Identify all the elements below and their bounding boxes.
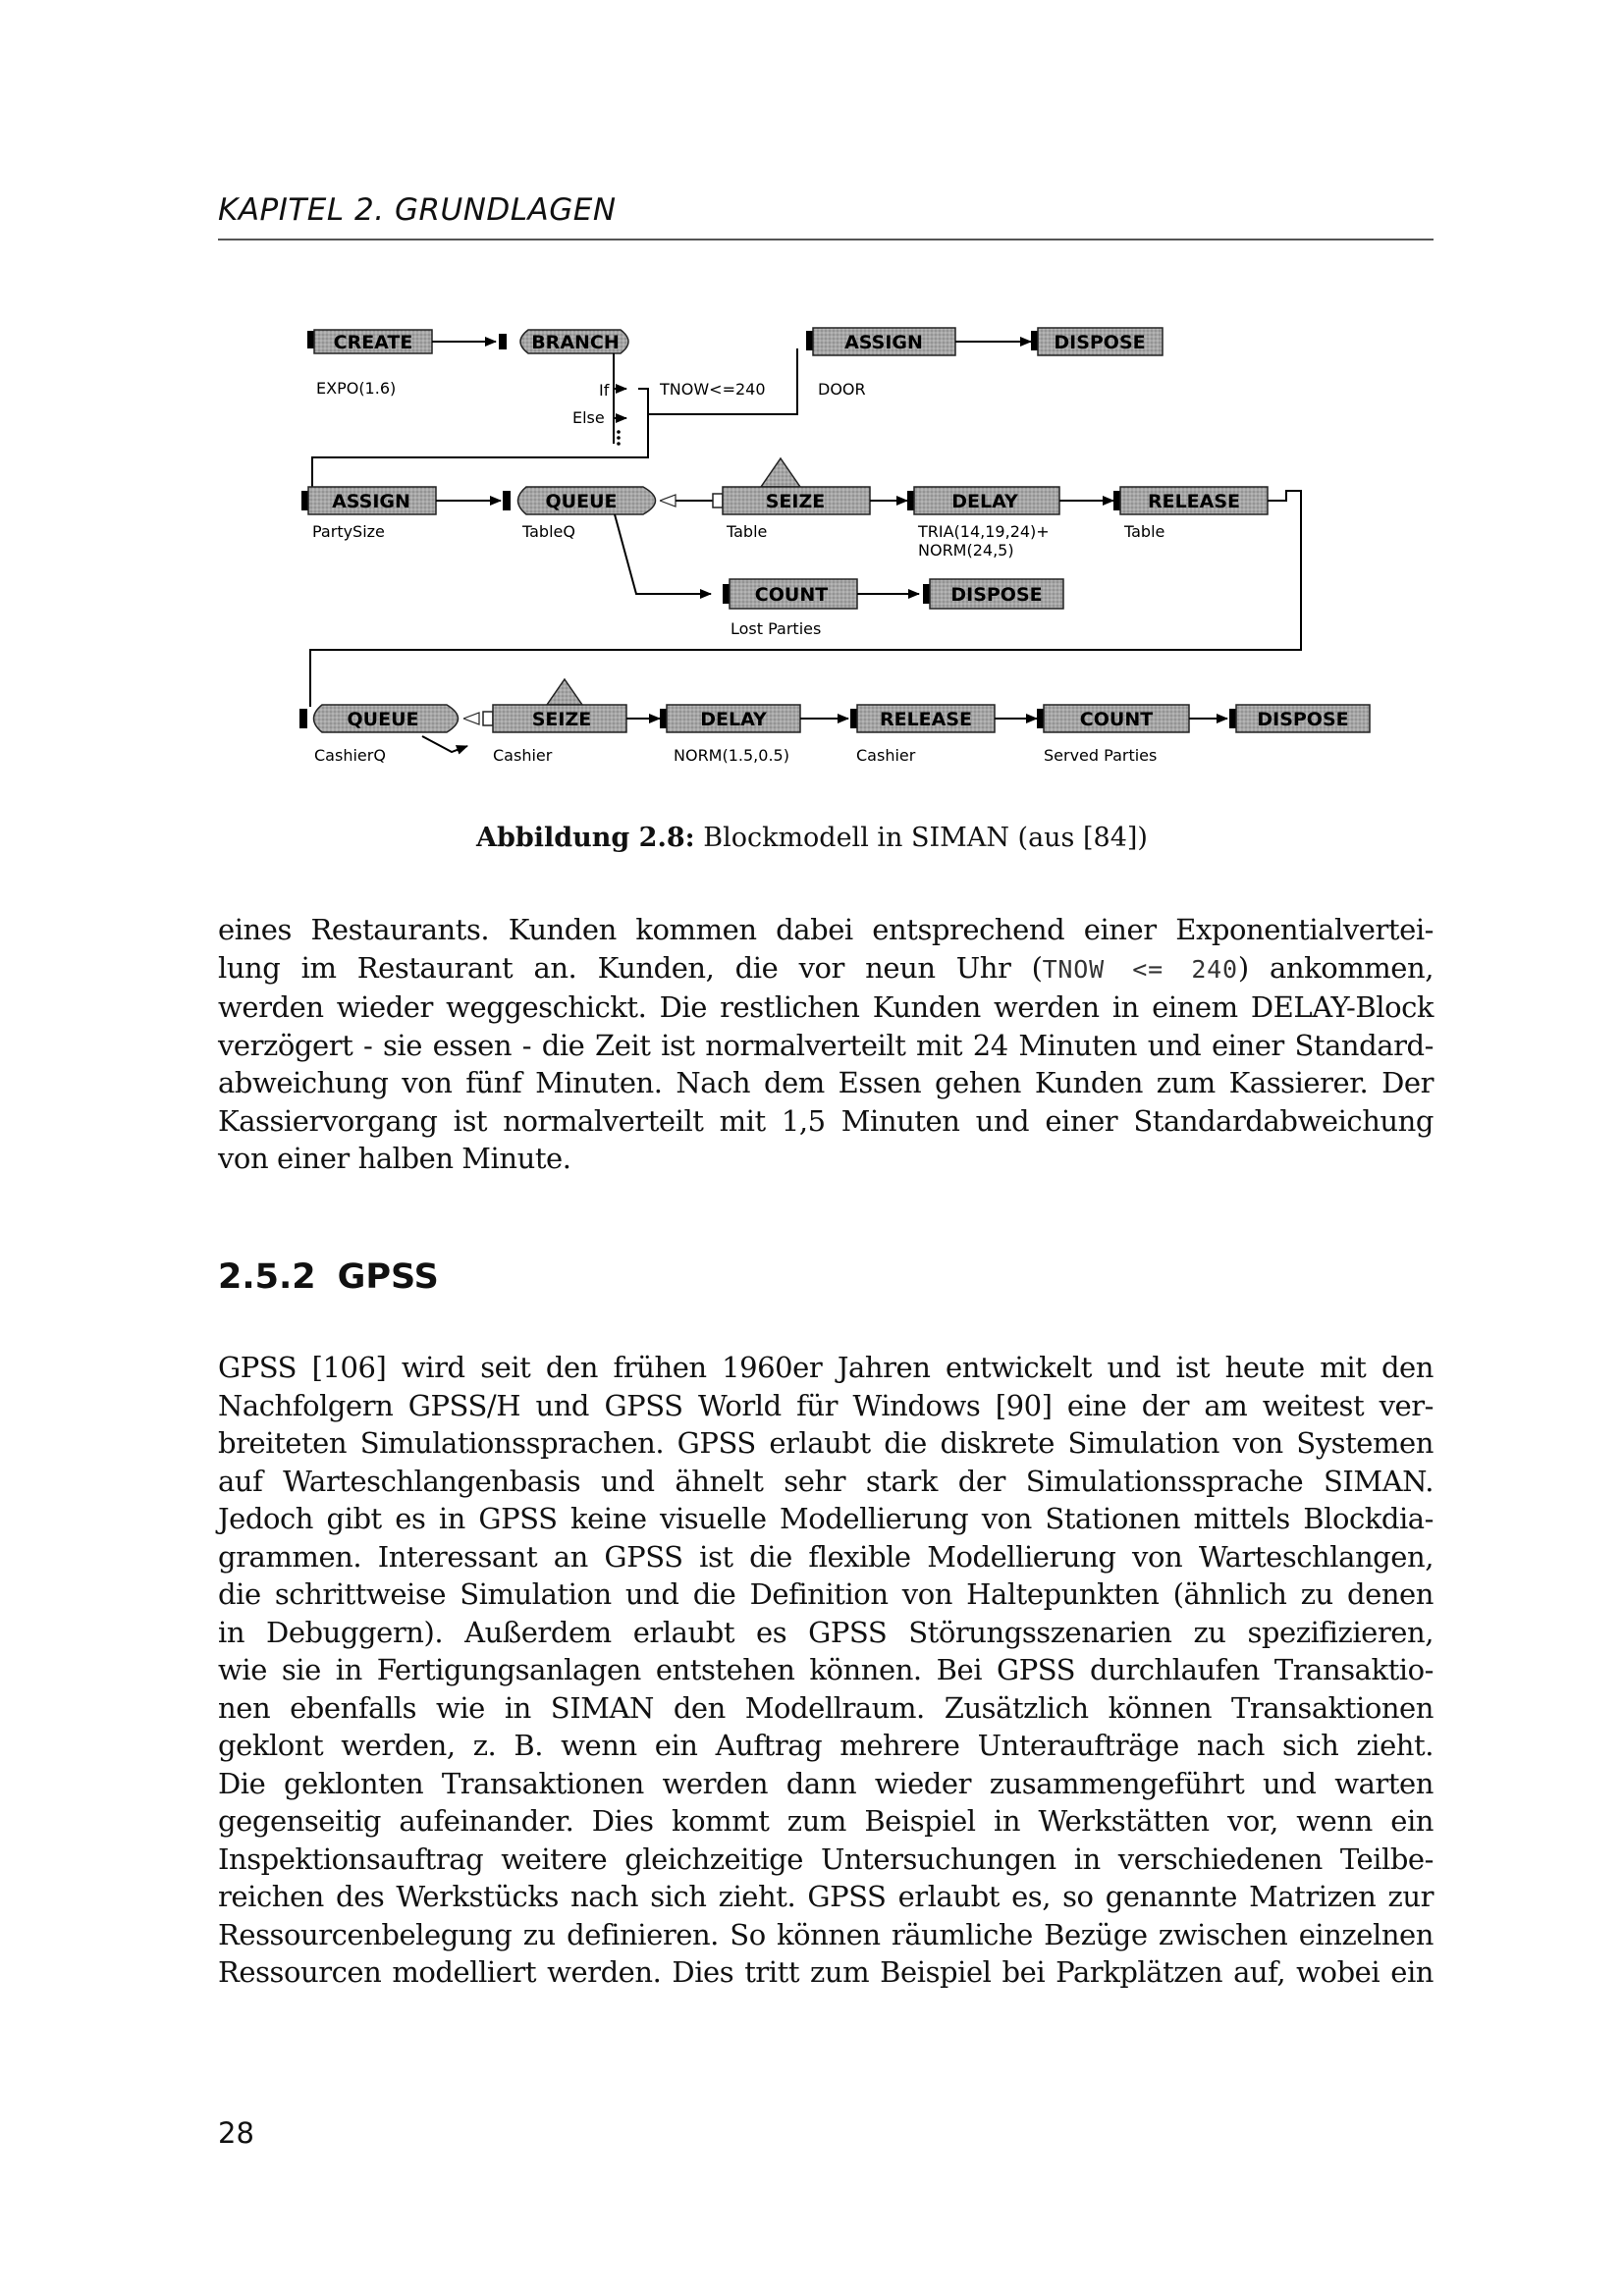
siman-block-diagram: [285, 314, 1384, 766]
partysize-label: PartySize: [312, 522, 385, 541]
dispose-block-2: [923, 579, 1063, 609]
para1-line: werden wieder weggeschickt. Die restlichen Kunden werden in einem DELAY-Block: [218, 990, 1434, 1024]
para2-line: wie sie in Fertigungsanlagen entstehen können. Bei GPSS durchlaufen Transaktio-: [218, 1653, 1434, 1686]
queue-label-2: QUEUE: [347, 709, 419, 730]
delay-label-1: DELAY: [951, 491, 1018, 512]
para1-text: lung im Restaurant an. Kunden, die vor neun Uhr (: [218, 950, 1043, 985]
dispose-label-3: DISPOSE: [1257, 709, 1349, 730]
section-heading: [218, 1257, 439, 1297]
norm24-label: NORM(24,5): [918, 541, 1014, 560]
queue-block-1: [503, 487, 656, 514]
section-title: GPSS: [337, 1257, 439, 1297]
count-label-2: COUNT: [1079, 709, 1154, 730]
seize-block-1: [713, 458, 870, 514]
count-block-2: [1037, 705, 1189, 732]
para2-line: gegenseitig aufeinander. Dies kommt zum Beispiel in Werkstätten vor, wenn ein: [218, 1804, 1434, 1838]
branch-block: [499, 330, 628, 353]
assign-label-2: ASSIGN: [332, 491, 410, 512]
else-label: Else: [572, 408, 605, 427]
dispose-block-1: [1031, 328, 1163, 355]
tableq-label: TableQ: [522, 522, 575, 541]
table-label-2: Table: [1124, 522, 1165, 541]
norm15-label: NORM(1.5,0.5): [674, 746, 789, 765]
para2-line: Inspektionsauftrag weitere gleichzeitige Untersuchungen in verschiedenen Teilbe-: [218, 1842, 1434, 1876]
inline-code: TNOW <= 240: [1042, 954, 1238, 984]
section-number: 2.5.2: [218, 1257, 316, 1297]
para2-line: Die geklonten Transaktionen werden dann wieder zusammengeführt und warten: [218, 1766, 1434, 1800]
assign-label-1: ASSIGN: [844, 332, 923, 353]
cashier-label-2: Cashier: [856, 746, 916, 765]
para2-line: breiteten Simulationssprachen. GPSS erlaubt die diskrete Simulation von Systemen: [218, 1426, 1434, 1460]
release-label-2: RELEASE: [879, 709, 973, 730]
seize-label-1: SEIZE: [765, 491, 826, 512]
table-label-1: Table: [727, 522, 768, 541]
para2-line: Ressourcen modelliert werden. Dies tritt zum Beispiel bei Parkplätzen auf, wobei ein: [218, 1955, 1434, 1989]
caption-label: Abbildung 2.8:: [476, 823, 695, 853]
create-block: [307, 330, 432, 353]
create-label: CREATE: [333, 332, 413, 353]
para2-line: die schrittweise Simulation und die Definition von Haltepunkten (ähnlich zu denen: [218, 1577, 1434, 1611]
para1-line: eines Restaurants. Kunden kommen dabei entsprechend einer Exponentialvertei-: [218, 913, 1434, 946]
tria-label: TRIA(14,19,24)+: [918, 522, 1050, 541]
servedparties-label: Served Parties: [1044, 746, 1158, 765]
para1-text: ) ankommen,: [1237, 950, 1435, 985]
assign-block-1: [806, 328, 955, 355]
paragraph-2: [218, 1349, 1434, 1992]
queue-label-1: QUEUE: [545, 491, 618, 512]
cashier-label-1: Cashier: [493, 746, 553, 765]
para2-line: in Debuggern). Außerdem erlaubt es GPSS Störungsszenarien zu spezifizieren,: [218, 1615, 1434, 1649]
para2-line: Nachfolgern GPSS/H und GPSS World für Windows [90] eine der am weitest ver-: [218, 1388, 1434, 1422]
para1-line: verzögert - sie essen - die Zeit ist normalverteilt mit 24 Minuten und einer Standard-: [218, 1028, 1434, 1062]
if-label: If: [599, 381, 610, 400]
para2-line: nen ebenfalls wie in SIMAN den Modellraum. Zusätzlich können Transaktionen: [218, 1690, 1434, 1725]
seize-block-2: [483, 679, 626, 732]
para1-line: [218, 949, 1434, 989]
para1-line: Kassiervorgang ist normalverteilt mit 1,5 Minuten und einer Standardabweichung: [218, 1103, 1434, 1138]
release-label-1: RELEASE: [1147, 491, 1241, 512]
delay-block-1: [907, 487, 1059, 514]
para2-line: Jedoch gibt es in GPSS keine visuelle Modellierung von Stationen mittels Blockdia-: [218, 1502, 1434, 1535]
dispose-label-2: DISPOSE: [950, 584, 1043, 606]
tnow-label: TNOW<=240: [660, 380, 766, 399]
queue-block-2: [299, 705, 459, 732]
para2-line: grammen. Interessant an GPSS ist die flexible Modellierung von Warteschlangen,: [218, 1539, 1434, 1574]
cashierq-label: CashierQ: [314, 746, 386, 765]
dispose-block-3: [1229, 705, 1370, 732]
para2-line: auf Warteschlangenbasis und ähnelt sehr stark der Simulationssprache SIMAN.: [218, 1464, 1434, 1498]
assign-block-2: [301, 487, 436, 514]
count-block-1: [723, 579, 857, 609]
delay-block-2: [660, 705, 800, 732]
running-header: KAPITEL 2. GRUNDLAGEN: [218, 192, 617, 228]
expo-label: EXPO(1.6): [316, 379, 397, 398]
para1-line: abweichung von fünf Minuten. Nach dem Essen gehen Kunden zum Kassierer. Der: [218, 1066, 1434, 1099]
para2-line: Ressourcenbelegung zu definieren. So können räumliche Bezüge zwischen einzelnen: [218, 1917, 1434, 1951]
para1-line: von einer halben Minute.: [218, 1142, 571, 1175]
dispose-label-1: DISPOSE: [1054, 332, 1146, 353]
release-block-2: [850, 705, 995, 732]
lostparties-label: Lost Parties: [731, 619, 822, 638]
figure-caption: [0, 823, 1624, 853]
paragraph-1: [218, 911, 1434, 1178]
count-label-1: COUNT: [754, 584, 829, 606]
door-label: DOOR: [818, 380, 866, 399]
delay-label-2: DELAY: [700, 709, 767, 730]
caption-text: Blockmodell in SIMAN (aus [84]): [694, 823, 1148, 853]
para2-line: geklont werden, z. B. wenn ein Auftrag mehrere Unteraufträge nach sich zieht.: [218, 1729, 1434, 1762]
release-block-1: [1113, 487, 1268, 514]
para2-line: reichen des Werkstücks nach sich zieht. GPSS erlaubt es, so genannte Matrizen zur: [218, 1880, 1434, 1913]
page-number: 28: [218, 2116, 254, 2150]
para2-line: GPSS [106] wird seit den frühen 1960er Jahren entwickelt und ist heute mit den: [218, 1351, 1434, 1384]
seize-label-2: SEIZE: [531, 709, 592, 730]
header-rule: [218, 239, 1434, 240]
branch-label: BRANCH: [531, 332, 620, 353]
